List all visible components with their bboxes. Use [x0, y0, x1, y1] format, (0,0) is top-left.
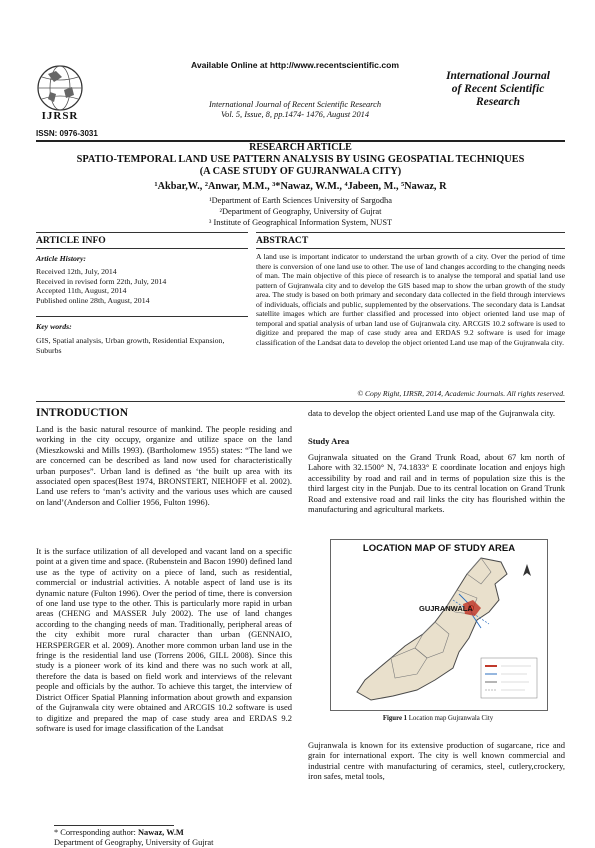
north-arrow-icon [523, 564, 531, 576]
info-mid-rule [36, 316, 248, 317]
abstract-text: A land use is important indicator to understand the urban growth of a city. Over the period of time there is conversion of one land use to other. The use of land changes according to the changing needs of man. The main objective of this piece of research is to analyse the temporal and spatial land use pattern of Gujranwala city and to develop the GIS based map to show the urban growth of the study area. The study is based on both primary and secondary data collected in the field through interviews of individuals, officials and public, supplemented by the observations. The secondary data is Landsat satellite images which are further classified and processed into object oriented land use map of temporal and spatial analysis of urban land use of Gujranwala city. ARCGIS 10.2 software is used to digitize and prepared the map of case study area and ERDAS 9.2 software is used for image classification of the Landsat data to develop the object oriented Land use map of the Gujranwala city. [256, 252, 565, 347]
paper-title [36, 154, 565, 178]
study-area-heading: Study Area [308, 436, 350, 446]
history-item: Received 12th, July, 2014 [36, 267, 117, 276]
volume-issue: Vol. 5, Issue, 8, pp.1474- 1476, August 2014 [220, 109, 370, 119]
history-item: Published online 28th, August, 2014 [36, 295, 150, 305]
abstract-heading: ABSTRACT [256, 235, 309, 246]
journal-name: International Journal of Recent Scientific Research [208, 100, 382, 109]
info-top-rule [36, 232, 248, 233]
figure-number: Figure 1 [382, 715, 408, 722]
journal-logo [30, 62, 90, 124]
figure-caption-text: Location map Gujranwala City [407, 715, 494, 722]
journal-title-line: Research [475, 96, 521, 108]
introduction-heading: INTRODUCTION [36, 407, 129, 419]
post-figure-paragraph: Gujranwala is known for its extensive production of sugarcane, rice and grain for international export. The city is well known commercial and industrial centre with manufacturing of ceramics, steel, cutlery,crockery, iron safes, metal tools, [308, 740, 565, 782]
intro-paragraph-1: Land is the basic natural resource of mankind. The people residing and working in the city occupy, organize and utilize space on the land (Mieszkowski and Mills 1993). (Bartholomew 1955) states: “The land we are concerned can be described as land now used for characteristically urban purposes”. Urban land is defined as ‘the built up area with its associated open spaces(Best 1974, BRONSTERT, NIEHOFF et al. 2002). Land use refers to ‘man’s activity and the various uses which are caused on land’(Anderson and Collier 1956, Fulton 1996). [36, 424, 292, 507]
logo-text: IJRSR [41, 110, 79, 122]
issn: ISSN: 0976-3031 [36, 129, 98, 138]
footnote-label: * Corresponding author: [54, 828, 138, 837]
location-map-figure [330, 539, 548, 711]
footnote-author-line [54, 828, 213, 838]
journal-title-line: of Recent Scientific [451, 83, 545, 95]
history-item: Accepted 11th, August, 2014 [36, 286, 127, 296]
info-bottom-rule [36, 401, 565, 402]
history-list [36, 267, 248, 305]
author-list: ¹Akbar,W., ²Anwar, M.M., ³*Nawaz, W.M., ⁴Jabeen, M., ⁵Nawaz, R [154, 181, 447, 192]
footnote-rule [54, 825, 174, 826]
affiliation: ²Department of Geography, University of Gujrat [219, 207, 382, 216]
info-header-rule [36, 248, 248, 249]
article-info-heading: ARTICLE INFO [36, 235, 106, 246]
available-online-link[interactable]: Available Online at http://www.recentscientific.com [190, 60, 400, 70]
keywords-label: Key words: [36, 322, 72, 331]
journal-citation [160, 100, 430, 119]
paper-title-line: SPATIO-TEMPORAL LAND USE PATTERN ANALYSIS BY USING GEOSPATIAL TECHNIQUES [76, 154, 525, 165]
corresponding-author-footnote [54, 828, 213, 848]
affiliation: ³ Institute of Geographical Information System, NUST [208, 218, 393, 227]
map-city-label: GUJRANWALA [419, 604, 473, 613]
abstract-header-rule [256, 248, 565, 249]
paper-title-subtitle: (A CASE STUDY OF GUJRANWALA CITY) [199, 166, 402, 177]
history-item: Received in revised form 22th, July, 2014 [36, 276, 167, 286]
keywords: GIS, Spatial analysis, Urban growth, Residential Expansion, Suburbs [36, 336, 225, 355]
corresponding-author-name: Nawaz, W.M [137, 828, 184, 837]
article-type: RESEARCH ARTICLE [249, 142, 352, 153]
journal-title-line: International Journal [446, 70, 550, 82]
copyright-notice: © Copy Right, IJRSR, 2014, Academic Journals. All rights reserved. [357, 389, 565, 398]
intro-paragraph-2: It is the surface utilization of all developed and vacant land on a specific point at a given time and space. (Rubenstein and Bacon 1990) defined land use as the type of activity on a piece of land, such as residential, commercial or industrial activities. A notable aspect of land use is its dynamic nature (Fulton 1996). Over the period of time, there is conversion of one land use type to the other. This is particularly more rapid in urban areas (CHENG and MASSER July 2002). The use of land changes according to the changing needs of man. Traditionally, peripheral areas of the city exhibit more rural character than urban (GENNAIO, HERSPERGER et al. 2009). Another more common urban land use in the fringe is the residential land use (Torrens 2006, GILL 2008). Since this study is a pioneer work of its kind and there was no such work at all, therefore the data is based on field work and interviews of the relevant people and officials by the author. To achieve this target, the interview of District Officer Spatial Planning information about growth and expansion of the Gujranwala city were obtained and ARCGIS 10.2 software is used to digitize and prepared the map of case study area and ERDAS 9.2 software is used for image classification of the Landsat [36, 546, 292, 733]
map-title: LOCATION MAP OF STUDY AREA [362, 543, 516, 554]
journal-title-block [432, 70, 564, 109]
map-illustration [331, 540, 547, 710]
legend-box [481, 658, 537, 698]
figure-caption [330, 715, 546, 722]
affiliation: ¹Department of Earth Sciences University of Sargodha [209, 196, 392, 205]
footnote-department: Department of Geography, University of Gujrat [54, 838, 214, 847]
study-area-paragraph: Gujranwala situated on the Grand Trunk Road, about 67 km north of Lahore with 32.1500° N, 74.1833° E coordinate location and enjoys high accessibility by road and rail and in terms of population size this is the third largest city in the Punjab. Due to its central location on Grand Trunk Road and extensive road and rail links the city has flourished within the manufacturing and agricultural markets. [308, 452, 565, 515]
abstract-top-rule [256, 232, 565, 233]
history-label: Article History: [36, 254, 87, 263]
continuation-paragraph: data to develop the object oriented Land use map of the Gujranwala city. [308, 408, 556, 418]
